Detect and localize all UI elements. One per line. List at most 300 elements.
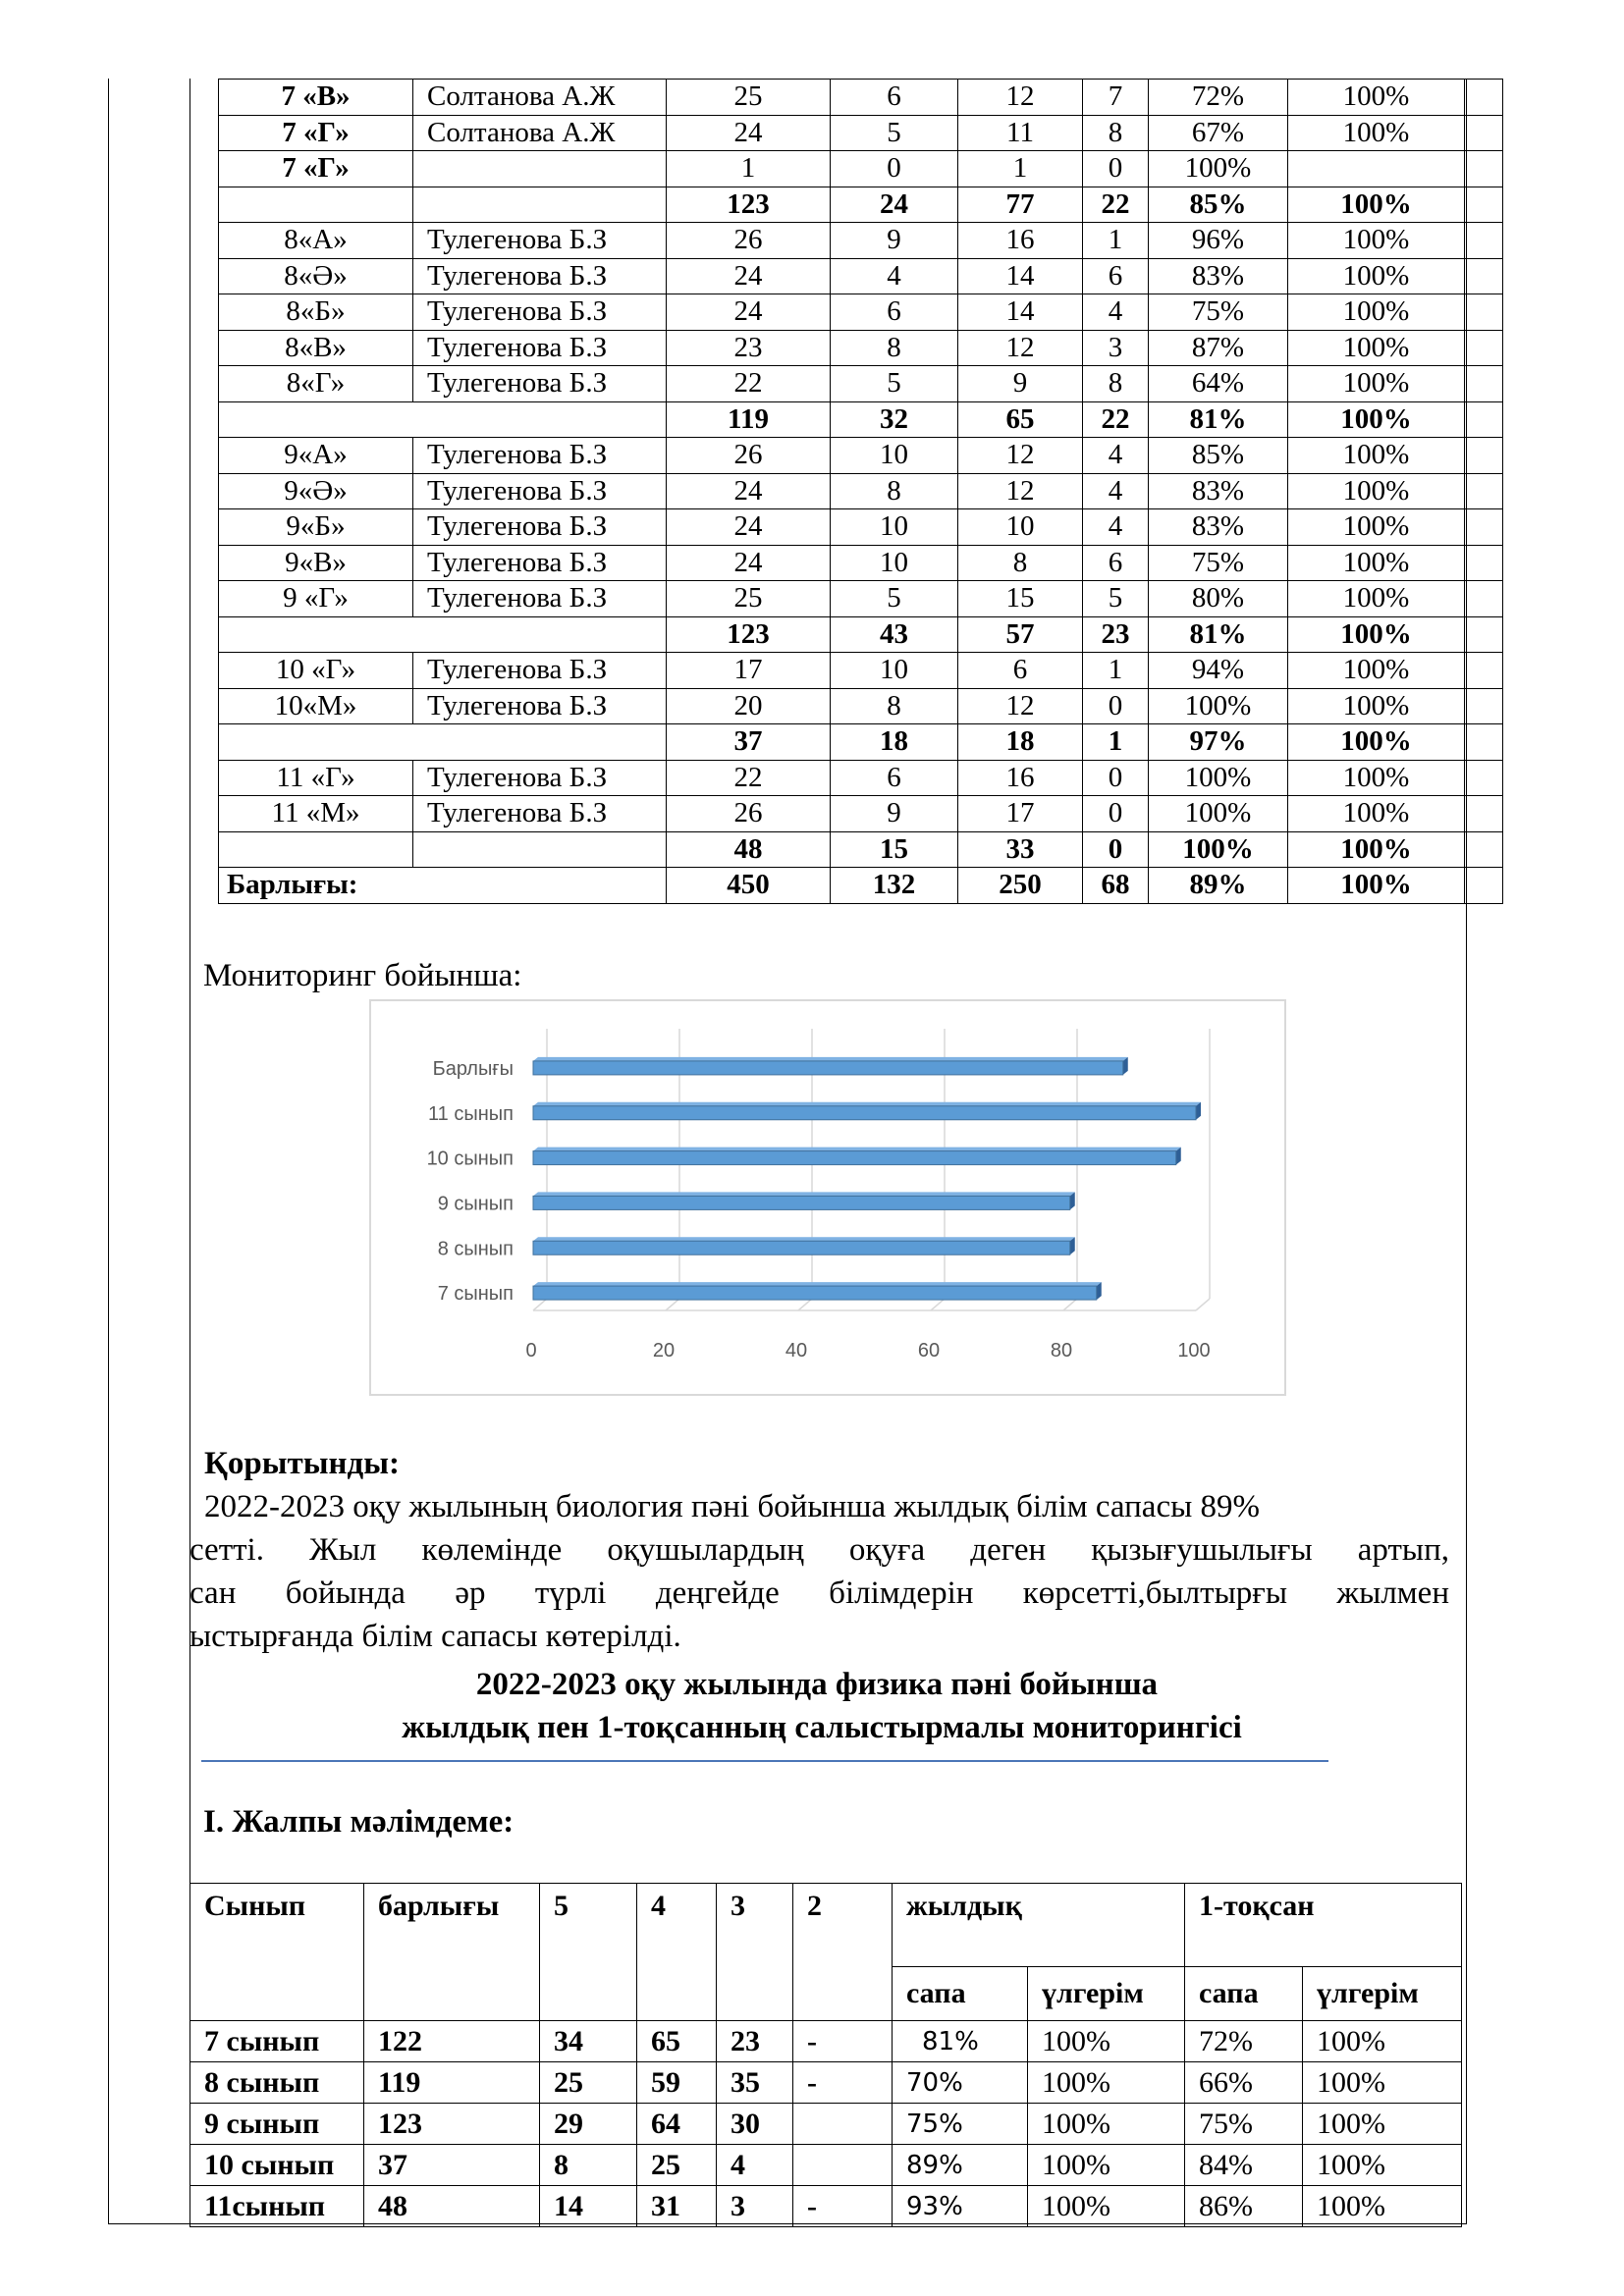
quality-cell: 83% <box>1149 258 1288 294</box>
header-annual: жылдық <box>893 1884 1185 1967</box>
table-row <box>190 2104 1462 2145</box>
grade-3-cell: 23 <box>1083 616 1149 653</box>
table-row <box>190 2062 1462 2104</box>
empty-cell <box>1465 151 1503 187</box>
table-row <box>190 2145 1462 2186</box>
grade-5-cell: 25 <box>540 2062 637 2104</box>
teacher-cell: Тулегенова Б.З <box>413 545 667 581</box>
grade-2-cell: - <box>793 2021 893 2062</box>
header-grade-3: 3 <box>717 1884 793 2021</box>
grand-total-row <box>219 868 1503 904</box>
grade-4-cell: 11 <box>958 115 1083 151</box>
class-cell: 9«В» <box>219 545 413 581</box>
total-cell: 24 <box>667 473 831 509</box>
bar <box>533 1106 1196 1120</box>
bar-top-face <box>533 1282 1102 1286</box>
class-cell: 9 «Г» <box>219 581 413 617</box>
header-quarter-1: 1-тоқсан <box>1185 1884 1462 1967</box>
bar-top-face <box>533 1057 1128 1061</box>
class-cell: 9«Б» <box>219 509 413 546</box>
annual-success-cell: 100% <box>1028 2145 1185 2186</box>
quality-cell: 85% <box>1149 187 1288 223</box>
teacher-cell <box>413 151 667 187</box>
success-cell <box>1288 151 1465 187</box>
grade-4-cell: 31 <box>637 2186 717 2227</box>
grade-5-cell: 9 <box>831 796 958 832</box>
annual-success-cell: 100% <box>1028 2104 1185 2145</box>
teacher-cell: Тулегенова Б.З <box>413 438 667 474</box>
bar <box>533 1196 1070 1209</box>
teacher-cell: Тулегенова Б.З <box>413 653 667 689</box>
empty-cell <box>1465 115 1503 151</box>
grade-4-cell: 18 <box>958 724 1083 761</box>
gridline <box>798 1299 812 1310</box>
success-cell: 100% <box>1288 80 1465 116</box>
empty-cell <box>1465 688 1503 724</box>
total-cell: 17 <box>667 653 831 689</box>
conclusion-title: Қорытынды: <box>204 1446 400 1481</box>
table-row <box>219 760 1503 796</box>
quality-cell: 64% <box>1149 366 1288 402</box>
grade-3-cell: 0 <box>1083 796 1149 832</box>
conclusion-line: 2022-2023 оқу жылының биология пәні бойынша жылдық білім сапасы 89% <box>204 1489 1260 1524</box>
success-cell: 100% <box>1288 581 1465 617</box>
grade-4-cell: 12 <box>958 80 1083 116</box>
header-grade-2: 2 <box>793 1884 893 2021</box>
total-cell: 119 <box>667 401 831 438</box>
category-label: 9 сынып <box>437 1193 514 1215</box>
table-row <box>219 366 1503 402</box>
general-statement-title: І. Жалпы мәлімдеме: <box>203 1804 514 1840</box>
grade-4-cell: 16 <box>958 760 1083 796</box>
grade-3-cell: 22 <box>1083 187 1149 223</box>
teacher-cell: Тулегенова Б.З <box>413 223 667 259</box>
grade-5-cell: 8 <box>540 2145 637 2186</box>
bar <box>533 1151 1176 1165</box>
empty-cell <box>1465 401 1503 438</box>
grade-3-cell: 7 <box>1083 80 1149 116</box>
total-cell: 26 <box>667 438 831 474</box>
total-cell: 122 <box>364 2021 540 2062</box>
class-cell: 11 «М» <box>219 796 413 832</box>
grade-4-cell: 59 <box>637 2062 717 2104</box>
quality-cell: 87% <box>1149 330 1288 366</box>
empty-cell <box>1465 796 1503 832</box>
monitoring-chart <box>369 999 1286 1396</box>
grade-3-cell: 8 <box>1083 115 1149 151</box>
conclusion-line: сан бойында әр түрлі деңгейде білімдерін көрсетті,былтырғы жылмен <box>189 1575 1449 1611</box>
teacher-cell: Солтанова А.Ж <box>413 80 667 116</box>
subtotal-row <box>219 724 1503 761</box>
grade-3-cell: 6 <box>1083 258 1149 294</box>
success-cell: 100% <box>1288 223 1465 259</box>
empty-cell <box>1465 616 1503 653</box>
grade-3-cell: 0 <box>1083 831 1149 868</box>
quality-cell: 100% <box>1149 151 1288 187</box>
empty-cell <box>219 616 667 653</box>
teacher-cell: Тулегенова Б.З <box>413 330 667 366</box>
grade-4-cell: 25 <box>637 2145 717 2186</box>
grade-2-cell <box>793 2145 893 2186</box>
quality-cell: 80% <box>1149 581 1288 617</box>
teacher-cell: Тулегенова Б.З <box>413 473 667 509</box>
success-cell: 100% <box>1288 438 1465 474</box>
grade-5-cell: 15 <box>831 831 958 868</box>
success-cell: 100% <box>1288 760 1465 796</box>
empty-cell <box>1465 545 1503 581</box>
success-cell: 100% <box>1288 831 1465 868</box>
grade-4-cell: 33 <box>958 831 1083 868</box>
quarter-success-cell: 100% <box>1303 2186 1462 2227</box>
quality-cell: 67% <box>1149 115 1288 151</box>
grade-5-cell: 43 <box>831 616 958 653</box>
table-row <box>219 115 1503 151</box>
x-tick-label: 60 <box>917 1340 941 1362</box>
total-cell: 123 <box>667 616 831 653</box>
gridline <box>533 1299 547 1310</box>
table-row <box>190 2186 1462 2227</box>
quality-cell: 85% <box>1149 438 1288 474</box>
success-cell: 100% <box>1288 796 1465 832</box>
grade-5-cell: 5 <box>831 115 958 151</box>
annual-quality-cell: 89% <box>893 2145 1028 2186</box>
class-cell: 8 сынып <box>190 2062 364 2104</box>
table-row <box>219 796 1503 832</box>
grade-5-cell: 8 <box>831 688 958 724</box>
grade-5-cell: 18 <box>831 724 958 761</box>
empty-cell <box>219 401 667 438</box>
teacher-cell: Тулегенова Б.З <box>413 760 667 796</box>
success-cell: 100% <box>1288 258 1465 294</box>
annual-quality-cell: 70% <box>893 2062 1028 2104</box>
header-grade-5: 5 <box>540 1884 637 2021</box>
total-cell: 123 <box>667 187 831 223</box>
quality-cell: 75% <box>1149 294 1288 331</box>
class-cell: 10«М» <box>219 688 413 724</box>
header-quarter-success: үлгерім <box>1303 1967 1462 2021</box>
quality-cell: 100% <box>1149 688 1288 724</box>
grade-4-cell: 16 <box>958 223 1083 259</box>
table-row <box>219 509 1503 546</box>
total-cell: 24 <box>667 294 831 331</box>
header-annual-success: үлгерім <box>1028 1967 1185 2021</box>
grade-5-cell: 29 <box>540 2104 637 2145</box>
grade-4-cell: 17 <box>958 796 1083 832</box>
empty-cell <box>1465 330 1503 366</box>
grade-3-cell: 3 <box>1083 330 1149 366</box>
grade-3-cell: 4 <box>1083 294 1149 331</box>
total-cell: 1 <box>667 151 831 187</box>
bar <box>533 1241 1070 1255</box>
empty-cell <box>1465 438 1503 474</box>
grade-3-cell: 23 <box>717 2021 793 2062</box>
category-label: 8 сынып <box>437 1238 514 1260</box>
bar-top-face <box>533 1148 1181 1151</box>
class-cell: 8«Ә» <box>219 258 413 294</box>
header-annual-quality: сапа <box>893 1967 1028 2021</box>
quality-cell: 83% <box>1149 509 1288 546</box>
empty-cell <box>1465 366 1503 402</box>
physics-monitoring-table <box>189 1883 1462 2227</box>
table-row <box>219 473 1503 509</box>
quality-cell: 75% <box>1149 545 1288 581</box>
grade-5-cell: 6 <box>831 80 958 116</box>
class-cell: 8«А» <box>219 223 413 259</box>
grade-3-cell: 3 <box>717 2186 793 2227</box>
total-cell: 37 <box>364 2145 540 2186</box>
grade-2-cell: - <box>793 2186 893 2227</box>
teacher-cell: Солтанова А.Ж <box>413 115 667 151</box>
success-cell: 100% <box>1288 294 1465 331</box>
grade-3-cell: 4 <box>1083 509 1149 546</box>
total-cell: 20 <box>667 688 831 724</box>
success-cell: 100% <box>1288 473 1465 509</box>
grade-4-cell: 64 <box>637 2104 717 2145</box>
bar <box>533 1061 1123 1075</box>
success-cell: 100% <box>1288 653 1465 689</box>
category-label: 11 сынып <box>428 1102 514 1125</box>
subtotal-row <box>219 187 1503 223</box>
table-row <box>219 294 1503 331</box>
success-cell: 100% <box>1288 115 1465 151</box>
subtotal-row <box>219 831 1503 868</box>
conclusion-line: ыстырғанда білім сапасы көтерілді. <box>189 1619 681 1654</box>
total-cell: 24 <box>667 115 831 151</box>
grade-4-cell: 77 <box>958 187 1083 223</box>
total-cell: 26 <box>667 796 831 832</box>
grade-4-cell: 14 <box>958 294 1083 331</box>
class-cell: 11 «Г» <box>219 760 413 796</box>
empty-cell <box>1465 258 1503 294</box>
grade-5-cell: 8 <box>831 473 958 509</box>
class-cell: 10 «Г» <box>219 653 413 689</box>
quality-cell: 83% <box>1149 473 1288 509</box>
grade-3-cell: 1 <box>1083 653 1149 689</box>
empty-cell <box>1465 653 1503 689</box>
heading-divider <box>201 1760 1328 1762</box>
page-frame-left <box>108 79 109 2224</box>
quarter-success-cell: 100% <box>1303 2021 1462 2062</box>
teacher-cell: Тулегенова Б.З <box>413 688 667 724</box>
grade-4-cell: 1 <box>958 151 1083 187</box>
grade-4-cell: 14 <box>958 258 1083 294</box>
empty-cell <box>219 831 413 868</box>
annual-quality-cell: 93% <box>893 2186 1028 2227</box>
grade-5-cell: 32 <box>831 401 958 438</box>
success-cell: 100% <box>1288 616 1465 653</box>
empty-cell <box>1465 868 1503 904</box>
total-cell: 48 <box>667 831 831 868</box>
class-cell: 8«Г» <box>219 366 413 402</box>
grade-4-cell: 8 <box>958 545 1083 581</box>
total-cell: 48 <box>364 2186 540 2227</box>
grade-3-cell: 35 <box>717 2062 793 2104</box>
empty-cell <box>1465 724 1503 761</box>
grade-4-cell: 57 <box>958 616 1083 653</box>
class-cell: 7 «Г» <box>219 115 413 151</box>
teacher-cell: Тулегенова Б.З <box>413 509 667 546</box>
teacher-cell: Тулегенова Б.З <box>413 294 667 331</box>
quarter-quality-cell: 84% <box>1185 2145 1303 2186</box>
grade-5-cell: 34 <box>540 2021 637 2062</box>
table-row <box>219 653 1503 689</box>
empty-cell <box>1465 581 1503 617</box>
empty-cell <box>1465 223 1503 259</box>
grade-2-cell <box>793 2104 893 2145</box>
x-tick-label: 20 <box>652 1340 676 1362</box>
success-cell: 100% <box>1288 868 1465 904</box>
grade-5-cell: 6 <box>831 294 958 331</box>
grade-3-cell: 5 <box>1083 581 1149 617</box>
bar <box>533 1286 1097 1300</box>
total-cell: 25 <box>667 80 831 116</box>
category-label: 7 сынып <box>437 1283 514 1306</box>
grade-3-cell: 0 <box>1083 760 1149 796</box>
empty-cell <box>1465 294 1503 331</box>
grade-5-cell: 8 <box>831 330 958 366</box>
table-row <box>219 258 1503 294</box>
annual-success-cell: 100% <box>1028 2021 1185 2062</box>
success-cell: 100% <box>1288 724 1465 761</box>
teacher-cell: Тулегенова Б.З <box>413 258 667 294</box>
x-tick-label: 100 <box>1177 1340 1211 1362</box>
annual-success-cell: 100% <box>1028 2186 1185 2227</box>
grade-3-cell: 4 <box>717 2145 793 2186</box>
class-cell: 9 сынып <box>190 2104 364 2145</box>
grade-3-cell: 8 <box>1083 366 1149 402</box>
empty-cell <box>413 831 667 868</box>
table-row <box>219 330 1503 366</box>
teacher-cell: Тулегенова Б.З <box>413 796 667 832</box>
empty-cell <box>219 724 667 761</box>
success-cell: 100% <box>1288 187 1465 223</box>
gridline <box>666 1299 679 1310</box>
grade-4-cell: 15 <box>958 581 1083 617</box>
bar-top-face <box>533 1237 1075 1241</box>
class-cell: 7 «Г» <box>219 151 413 187</box>
empty-cell <box>219 187 413 223</box>
grade-3-cell: 30 <box>717 2104 793 2145</box>
grade-3-cell: 4 <box>1083 473 1149 509</box>
class-cell: 7 сынып <box>190 2021 364 2062</box>
table-row <box>190 2021 1462 2062</box>
grade-5-cell: 9 <box>831 223 958 259</box>
bar-top-face <box>533 1192 1075 1196</box>
total-cell: 25 <box>667 581 831 617</box>
subtotal-row <box>219 616 1503 653</box>
total-cell: 22 <box>667 760 831 796</box>
success-cell: 100% <box>1288 330 1465 366</box>
grade-4-cell: 6 <box>958 653 1083 689</box>
quality-cell: 81% <box>1149 401 1288 438</box>
grade-4-cell: 10 <box>958 509 1083 546</box>
class-cell: 9«А» <box>219 438 413 474</box>
grade-5-cell: 5 <box>831 366 958 402</box>
teacher-cell: Тулегенова Б.З <box>413 366 667 402</box>
total-cell: 24 <box>667 258 831 294</box>
grade-5-cell: 10 <box>831 545 958 581</box>
quality-cell: 81% <box>1149 616 1288 653</box>
monitoring-label: Мониторинг бойынша: <box>203 958 522 993</box>
success-cell: 100% <box>1288 401 1465 438</box>
header-grade-4: 4 <box>637 1884 717 2021</box>
class-cell: 7 «В» <box>219 80 413 116</box>
grade-4-cell: 12 <box>958 438 1083 474</box>
total-cell: 22 <box>667 366 831 402</box>
empty-cell <box>1465 473 1503 509</box>
class-cell: 8«В» <box>219 330 413 366</box>
gridline <box>931 1299 945 1310</box>
quality-cell: 100% <box>1149 760 1288 796</box>
class-cell: 11сынып <box>190 2186 364 2227</box>
grade-5-cell: 5 <box>831 581 958 617</box>
class-results-table <box>218 79 1503 904</box>
grade-5-cell: 10 <box>831 509 958 546</box>
empty-cell <box>1465 187 1503 223</box>
total-cell: 119 <box>364 2062 540 2104</box>
grade-3-cell: 1 <box>1083 724 1149 761</box>
grade-4-cell: 9 <box>958 366 1083 402</box>
grade-3-cell: 6 <box>1083 545 1149 581</box>
grade-3-cell: 22 <box>1083 401 1149 438</box>
total-cell: 26 <box>667 223 831 259</box>
total-cell: 123 <box>364 2104 540 2145</box>
quarter-quality-cell: 86% <box>1185 2186 1303 2227</box>
quarter-success-cell: 100% <box>1303 2145 1462 2186</box>
header-quarter-quality: сапа <box>1185 1967 1303 2021</box>
success-cell: 100% <box>1288 545 1465 581</box>
grand-total-label: Барлығы: <box>219 868 667 904</box>
class-cell: 9«Ә» <box>219 473 413 509</box>
total-cell: 23 <box>667 330 831 366</box>
quarter-success-cell: 100% <box>1303 2062 1462 2104</box>
quality-cell: 72% <box>1149 80 1288 116</box>
grade-4-cell: 65 <box>637 2021 717 2062</box>
grade-3-cell: 0 <box>1083 688 1149 724</box>
table-row <box>219 581 1503 617</box>
quality-cell: 89% <box>1149 868 1288 904</box>
gridline <box>1063 1299 1077 1310</box>
grade-4-cell: 12 <box>958 688 1083 724</box>
empty-cell <box>413 187 667 223</box>
x-tick-label: 80 <box>1050 1340 1073 1362</box>
category-label: 10 сынып <box>426 1148 514 1170</box>
bar-top-face <box>533 1102 1201 1106</box>
table-row <box>219 151 1503 187</box>
subtotal-row <box>219 401 1503 438</box>
success-cell: 100% <box>1288 688 1465 724</box>
x-tick-label: 40 <box>785 1340 808 1362</box>
grade-4-cell: 65 <box>958 401 1083 438</box>
gridline <box>1196 1299 1210 1310</box>
class-cell: 10 сынып <box>190 2145 364 2186</box>
grade-5-cell: 132 <box>831 868 958 904</box>
annual-quality-cell: 81% <box>893 2021 1028 2062</box>
class-cell: 8«Б» <box>219 294 413 331</box>
total-cell: 24 <box>667 509 831 546</box>
table-row <box>219 438 1503 474</box>
table-row <box>219 545 1503 581</box>
grade-5-cell: 24 <box>831 187 958 223</box>
annual-quality-cell: 75% <box>893 2104 1028 2145</box>
section-heading-line2: жылдық пен 1-тоқсанның салыстырмалы мониторингісі <box>402 1710 1242 1745</box>
quality-cell: 100% <box>1149 831 1288 868</box>
empty-cell <box>1465 80 1503 116</box>
empty-cell <box>1465 760 1503 796</box>
grade-5-cell: 4 <box>831 258 958 294</box>
header-total: барлығы <box>364 1884 540 2021</box>
quarter-quality-cell: 75% <box>1185 2104 1303 2145</box>
